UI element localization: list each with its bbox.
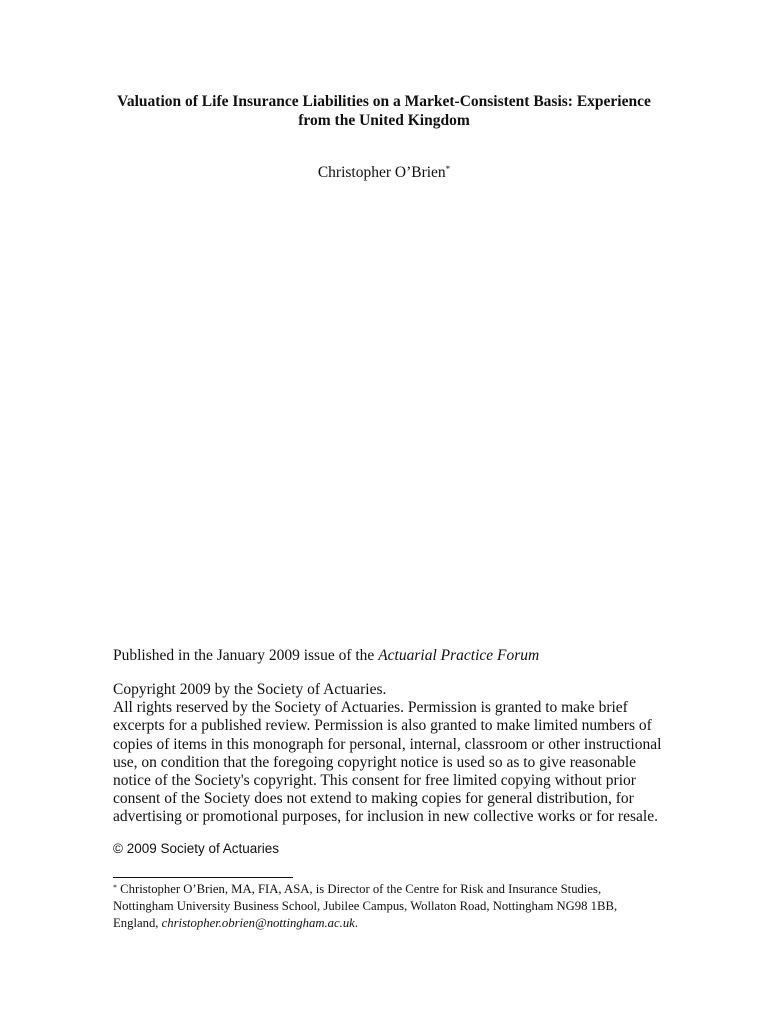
copyright-line-6: notice of the Society's copyright. This consent for free limited copying without prior	[113, 772, 636, 790]
author-line	[0, 163, 768, 182]
author-footnote	[113, 881, 673, 932]
copyright-line-3: excerpts for a published review. Permission is also granted to make limited numbers of	[113, 717, 652, 735]
footnote-line-1	[113, 881, 673, 898]
footnote-line-1-text: Christopher O’Brien, MA, FIA, ASA, is Director of the Centre for Risk and Insurance Studies,	[117, 882, 602, 896]
copyright-line-1: Copyright 2009 by the Society of Actuaries.	[113, 681, 387, 698]
copyright-statement	[113, 681, 673, 827]
footnote-marker: *	[113, 883, 117, 892]
publication-note-prefix: Published in the January 2009 issue of the	[113, 647, 379, 664]
copyright-notice: © 2009 Society of Actuaries	[113, 841, 280, 856]
footnote-divider	[113, 877, 293, 878]
copyright-line-4: copies of items in this monograph for personal, internal, classroom or other instructional	[113, 735, 662, 753]
copyright-line-5: use, on condition that the foregoing copyright notice is used so as to give reasonable	[113, 753, 637, 771]
author-footnote-marker: *	[445, 164, 451, 174]
copyright-line-8: advertising or promotional purposes, for inclusion in new collective works or for resale.	[113, 808, 658, 826]
footnote-line-3-suffix: .	[354, 916, 358, 930]
paper-title	[60, 92, 708, 130]
journal-name: Actuarial Practice Forum	[378, 647, 540, 664]
publication-note	[113, 646, 539, 665]
copyright-line-2: All rights reserved by the Society of Actuaries. Permission is granted to make brief	[113, 699, 628, 717]
paper-title-line-1: Valuation of Life Insurance Liabilities on a Market-Consistent Basis: Experience	[117, 93, 651, 110]
footnote-line-2: Nottingham University Business School, Jubilee Campus, Wollaton Road, Nottingham NG98 1BB,	[113, 899, 618, 913]
paper-title-line-2: from the United Kingdom	[298, 112, 470, 129]
author-email-link[interactable]: christopher.obrien@nottingham.ac.uk	[161, 916, 355, 930]
copyright-line-7: consent of the Society does not extend to making copies for general distribution, for	[113, 790, 634, 808]
author-name: Christopher O’Brien	[317, 164, 446, 181]
footnote-line-3	[113, 915, 673, 932]
footnote-line-3-prefix: England,	[113, 916, 162, 930]
